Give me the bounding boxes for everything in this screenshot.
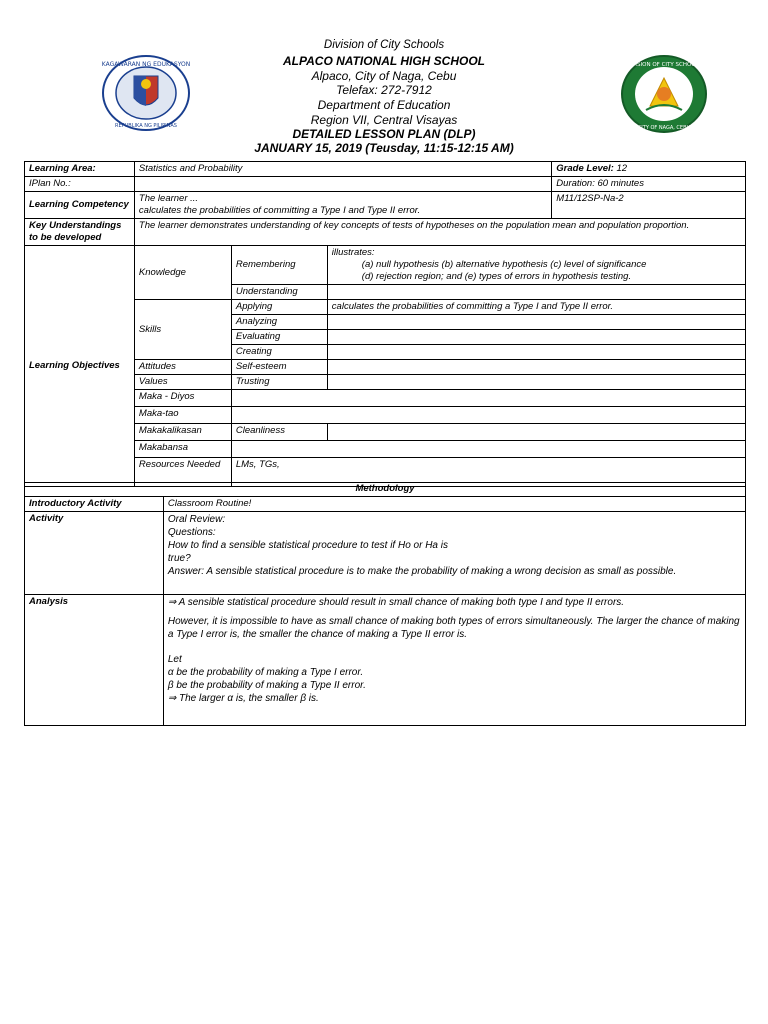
key-understandings-label: Key Understandings to be developed	[25, 219, 135, 246]
activity-value	[163, 512, 745, 595]
iplan-label: IPlan No.:	[25, 177, 135, 192]
remembering-value	[327, 246, 745, 285]
learning-objectives-label: Learning Objectives	[25, 246, 135, 487]
maka-diyos-label: Maka - Diyos	[134, 390, 231, 407]
creating-label: Creating	[231, 345, 327, 360]
activity-line-1: Oral Review:	[167, 514, 226, 525]
learning-area-label: Learning Area:	[25, 162, 135, 177]
department: Department of Education	[317, 98, 451, 112]
activity-line-4: true?	[167, 553, 191, 564]
learning-area-value: Statistics and Probability	[134, 162, 551, 177]
school-name: ALPACO NATIONAL HIGH SCHOOL	[283, 54, 485, 68]
knowledge-label: Knowledge	[134, 246, 231, 300]
attitudes-label: Attitudes	[134, 360, 231, 375]
grade-level-label: Grade Level:	[556, 163, 614, 174]
svg-text:CITY OF NAGA, CEBU: CITY OF NAGA, CEBU	[637, 125, 691, 131]
division-seal-logo	[620, 54, 708, 134]
values-value: Trusting	[231, 375, 327, 390]
competency-value	[134, 192, 551, 219]
methodology-title: Methodology	[25, 483, 746, 497]
analyzing-value	[327, 315, 745, 330]
skills-label: Skills	[134, 300, 231, 360]
activity-line-3: How to find a sensible statistical procedure to test if Ho or Ha is	[167, 540, 448, 551]
makakalikasan-value: Cleanliness	[231, 424, 327, 441]
intro-activity-value: Classroom Routine!	[163, 497, 745, 512]
evaluating-label: Evaluating	[231, 330, 327, 345]
applying-value: calculates the probabilities of committing a Type I and Type II error.	[327, 300, 745, 315]
analysis-label: Analysis	[25, 595, 164, 726]
analyzing-label: Analyzing	[231, 315, 327, 330]
analysis-line-2: However, it is impossible to have as small chance of making both types of errors simultaneously. The larger the chance of making a Type I error is, the smaller the chance of making a Type II error is.	[167, 616, 740, 640]
competency-line-1: The learner ...	[138, 193, 199, 204]
attitudes-value: Self-esteem	[231, 360, 327, 375]
analysis-line-4: α be the probability of making a Type I error.	[167, 667, 364, 678]
division-title: Division of City Schools	[323, 39, 445, 51]
resources-label: Resources Needed	[134, 458, 231, 487]
illustrates-line-2: (d) rejection region; and (e) types of errors in hypothesis testing.	[361, 271, 632, 282]
school-address: Alpaco, City of Naga, Cebu	[311, 69, 457, 83]
methodology-table	[24, 482, 746, 726]
competency-line-2: calculates the probabilities of committing a Type I and Type II error.	[138, 205, 421, 216]
activity-line-2: Questions:	[167, 527, 216, 538]
svg-text:REPUBLIKA NG PILIPINAS: REPUBLIKA NG PILIPINAS	[115, 123, 177, 129]
resources-value: LMs, TGs,	[231, 458, 745, 487]
svg-text:DIVISION OF CITY SCHOOLS: DIVISION OF CITY SCHOOLS	[625, 62, 703, 68]
analysis-value	[163, 595, 745, 726]
intro-activity-label: Introductory Activity	[25, 497, 164, 512]
analysis-line-6: ⇒ The larger α is, the smaller β is.	[167, 693, 319, 704]
region: Region VII, Central Visayas	[310, 113, 458, 127]
analysis-line-1: ⇒ A sensible statistical procedure should result in small chance of making both type I and type II errors.	[167, 597, 625, 608]
values-label: Values	[134, 375, 231, 390]
deped-seal-text: KAGAWARAN NG EDUKASYON	[101, 61, 191, 68]
duration: Duration: 60 minutes	[552, 177, 746, 192]
makabansa-label: Makabansa	[134, 441, 231, 458]
analysis-line-5: β be the probability of making a Type II error.	[167, 680, 366, 691]
remembering-label: Remembering	[231, 246, 327, 285]
applying-label: Applying	[231, 300, 327, 315]
plan-date: JANUARY 15, 2019 (Teusday, 11:15-12:15 AM)	[254, 141, 514, 155]
iplan-value	[134, 177, 551, 192]
competency-label: Learning Competency	[25, 192, 135, 219]
understanding-value	[327, 285, 745, 300]
illustrates-label: illustrates:	[331, 247, 375, 258]
creating-value	[327, 345, 745, 360]
deped-seal-logo	[101, 54, 191, 132]
telefax: Telefax: 272-7912	[336, 83, 432, 97]
analysis-line-3: Let	[167, 654, 182, 665]
makakalikasan-label: Makakalikasan	[134, 424, 231, 441]
illustrates-line-1: (a) null hypothesis (b) alternative hypothesis (c) level of significance	[361, 259, 647, 270]
understanding-label: Understanding	[231, 285, 327, 300]
competency-code: M11/12SP-Na-2	[552, 192, 746, 219]
evaluating-value	[327, 330, 745, 345]
plan-title: DETAILED LESSON PLAN (DLP)	[292, 127, 476, 141]
grade-level-cell	[552, 162, 746, 177]
maka-tao-label: Maka-tao	[134, 407, 231, 424]
key-understandings-value: The learner demonstrates understanding of key concepts of tests of hypotheses on the population mean and population proportion.	[134, 219, 745, 246]
activity-label: Activity	[25, 512, 164, 595]
grade-level-value: 12	[616, 163, 628, 174]
lesson-info-table	[24, 161, 746, 487]
activity-line-5: Answer: A sensible statistical procedure is to make the probability of making a wrong decision as small as possible.	[167, 566, 677, 577]
